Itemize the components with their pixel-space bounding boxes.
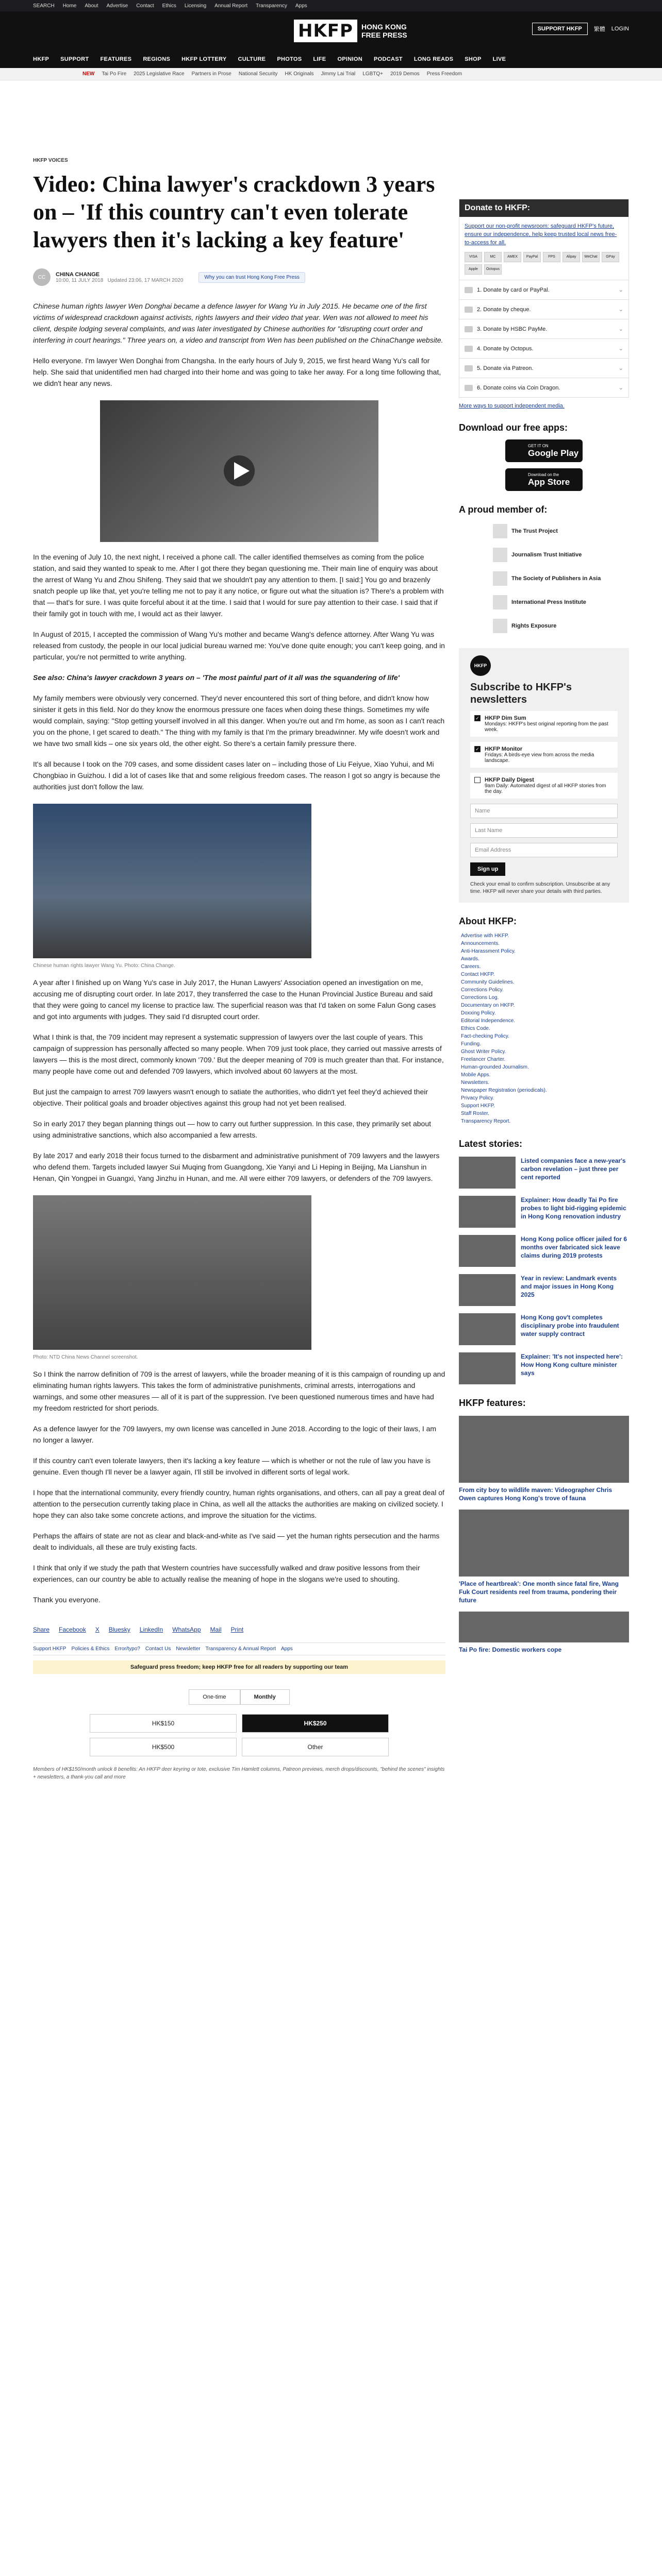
nav-culture[interactable]: CULTURE [238,56,266,62]
newsletter-widget [459,648,629,903]
donate-heading: Donate to HKFP: [459,199,628,217]
newsletter-heading: Subscribe to HKFP's newsletters [470,682,572,705]
paragraph: I hope that the international community, every friendly country, human rights organisations, and others, can all pay a great deal of attention to the persecution currently taking place in China, as well all the attacks the authorities are making on civilized society. I hope they can also take some concrete actions, and improve the situation for the victims. [33,1488,444,1519]
apps-heading: Download our free apps: [459,422,568,433]
sopa-logo [493,571,507,586]
photo-wang-yu [33,804,311,969]
byline [33,268,445,286]
donate-option-patreon[interactable]: 5. Donate via Patreon. ⌄ [459,358,628,378]
about-link[interactable]: Announcements. [461,941,500,946]
footer-link[interactable]: Newsletter [176,1646,201,1652]
nav-lottery[interactable]: HKFP LOTTERY [181,56,227,62]
topbar-contact[interactable]: Contact [136,3,154,9]
checkbox-unchecked[interactable] [474,777,481,783]
masthead [0,11,662,68]
ticker-item[interactable]: Press Freedom [426,71,462,77]
about-link[interactable]: Corrections Log. [461,995,499,1001]
octopus-icon: Octopus [484,264,502,275]
chevron-down-icon: ⌄ [618,287,623,293]
paragraph: Hello everyone. I'm lawyer Wen Donghai from Changsha. In the early hours of July 9, 2015, we first heard Wang Yu's call for help. She said that unidentified men had charged into their home and was going to take her away. For a long time following that, we didn't hear any news. [33,357,441,387]
paragraph: So I think the narrow definition of 709 is the arrest of lawyers, while the broader meaning of it is this campaign of rounding up and eliminating human rights lawyers. This takes the form of administrative punishments, criminal arrests, interrogations and warnings, and some other measures — all of it is part of the suppression. I've been questioned numerous times and have had my freedom restricted for short periods. [33,1370,445,1412]
paypal-icon: PayPal [523,252,541,262]
paragraph: A year after I finished up on Wang Yu's case in July 2017, the Hunan Lawyers' Association opened an investigation on me, accusing me of disrupting court order. In late 2017, they transferred the case to the Hunan Provincial Justice Bureau and said that they were going to cancel my license to practice law. The superficial reason was that I'd taken on some Falun Gong cases and got into arguments with judges. They said I'd disrupted court order. [33,978,436,1021]
frequency-one-time[interactable]: One-time [189,1689,240,1705]
article-kicker[interactable]: HKFP VOICES [33,158,68,163]
nav-hkfp[interactable]: HKFP [33,56,49,62]
share-print[interactable]: Print [230,1626,244,1633]
topbar-ethics[interactable]: Ethics [162,3,176,9]
article-footer-links [33,1642,445,1655]
donate-widget [459,199,629,398]
donation-frequency [33,1689,445,1705]
story-thumbnail [459,1352,516,1384]
video-thumbnail[interactable] [100,400,378,542]
footer-link[interactable]: Error/typo? [114,1646,140,1652]
nav-long-reads[interactable]: LONG READS [413,56,454,62]
paragraph: But just the campaign to arrest 709 lawyers wasn't enough to satiate the authorities, who didn't yet feel they'd achieved their objective. Their political goals and broader objectives against this group had not yet been realised. [33,1088,428,1107]
about-link[interactable]: Transparency Report. [461,1118,511,1124]
share-mail[interactable]: Mail [210,1626,222,1633]
support-hkfp-button[interactable]: SUPPORT HKFP [532,23,588,35]
paragraph: So in early 2017 they began planning things out — how to carry out further suppression. In this case, they primarily set about using administrative sanctions, which also accompanied a few arrests. [33,1120,431,1139]
coin-icon [465,385,473,391]
latest-heading: Latest stories: [459,1139,523,1149]
nav-opinion[interactable]: OPINION [337,56,362,62]
apple-pay-icon: Apple [465,264,482,275]
share-whatsapp[interactable]: WhatsApp [172,1626,201,1633]
footer-link[interactable]: Policies & Ethics [71,1646,110,1652]
partner-jti[interactable]: Journalism Trust Initiative [493,547,629,563]
payment-methods [465,252,623,275]
topbar-licensing[interactable]: Licensing [184,3,207,9]
partner-ipi[interactable]: International Press Institute [493,595,629,610]
article-column [33,80,445,1781]
share-bluesky[interactable]: Bluesky [108,1626,130,1633]
chevron-down-icon: ⌄ [618,346,623,352]
feature-thumbnail [459,1612,629,1642]
members-benefits: Members of HK$150/month unlock 8 benefits: An HKFP deer keyring or tote, exclusive Tim Hamlett columns, Patreon previews, merch drops/discounts, "behind the scenes" insights + newsletters, a thank-you call and more [33,1767,445,1780]
paragraph: Perhaps the affairs of state are not as clear and black-and-white as I've said — yet the human rights persecution and the harms dealt to individuals, all these are truly existing facts. [33,1532,440,1551]
see-also-link[interactable]: See also: China's lawyer crackdown 3 years on – 'The most painful part of it all was the squandering of life' [33,673,400,682]
nav-life[interactable]: LIFE [313,56,326,62]
trust-badge[interactable]: Why you can trust Hong Kong Free Press [198,272,305,283]
sidebar [459,80,629,1654]
feature-stories [459,1416,629,1654]
donate-text-link[interactable]: Support our non-profit newsroom: safeguard HKFP's future, ensure our independence, help keep trusted local news free-to-access for all. [465,223,617,246]
about-link[interactable]: Ethics Code. [461,1026,490,1031]
about-link[interactable]: Editorial Independence. [461,1018,516,1024]
amex-icon: AMEX [504,252,521,262]
cheque-icon [465,307,473,313]
footer-link[interactable]: Contact Us [145,1646,171,1652]
feature-thumbnail [459,1510,629,1577]
latest-stories [459,1157,629,1384]
about-link[interactable]: Advertise with HKFP. [461,933,509,939]
hkfp-logo: HKFP [470,655,491,676]
ticker-item[interactable]: Partners in Prose [191,71,231,77]
chevron-down-icon: ⌄ [618,307,623,313]
paragraph: What I think is that, the 709 incident may represent a systematic suppression of lawyers over the last couple of years. This campaign of suppression has personally affected so many people. When 709 just took place, they carried out massive arrests of lawyers — this is the most direct, commonly known '709.' But the deeper meaning of 709 is much greater than that. For instance, many people have come out and defended 709 lawyers, which involved about 60 lawyers at the most. [33,1033,444,1075]
article-lede: Chinese human rights lawyer Wen Donghai became a defence lawyer for Wang Yu in July 2015. He became one of the first victims of widespread crackdown against activists, rights lawyers and their video that year. Wen was not allowed to meet his client, despite lodging several complaints, and was later investigated by Chinese authorities for "disrupting court order and interfering in court hearings." Three years on, a video and transcript from Wen has been published on the ChinaChange website. [33,302,443,344]
about-link[interactable]: Doxxing Policy. [461,1010,496,1016]
nav-podcast[interactable]: PODCAST [374,56,403,62]
feature-thumbnail [459,1416,629,1483]
visa-icon: VISA [465,252,482,262]
jti-logo [493,548,507,562]
paragraph: In the evening of July 10, the next night, I received a phone call. The caller identified themselves as coming from the police station, and said they wanted to speak to me. After I got there they began questioning me. Their main line of enquiry was about the arrest of Wang Yu and Zhou Shifeng. They said that we shouldn't pay any attention to them. [I said:] You go and brazenly snatch people up like that, yet you're telling me not to pay it any notice, or figure out what the situation is? There's a problem with that — that's for sure. I was quite forceful about it at the time. I said that I would for sure pay attention to their case. I said that if their family got in touch with me, I would act as their lawyer. [33,553,444,618]
feature-item[interactable]: Tai Po fire: Domestic workers cope [459,1612,629,1654]
about-link[interactable]: Freelancer Charter. [461,1057,506,1062]
about-link[interactable]: Anti-Harassment Policy. [461,948,516,954]
app-store-badge[interactable]: Download on the App Store [505,468,583,491]
about-link[interactable]: Careers. [461,964,481,970]
share-bar [33,1626,445,1633]
story-thumbnail [459,1196,516,1228]
photo-caption: Chinese human rights lawyer Wang Yu. Photo: China Change. [33,963,175,969]
footer-link[interactable]: Support HKFP [33,1646,67,1652]
share-facebook[interactable]: Facebook [59,1626,86,1633]
language-toggle[interactable]: 繁體 [593,26,605,32]
donate-banner[interactable]: Safeguard press freedom; keep HKFP free for all readers by supporting our team [33,1660,445,1674]
paragraph: It's all because I took on the 709 cases, and some dissident cases later on – including those of Liu Feiyue, Xiao Yuhui, and Mi Chongbiao in Guizhou. I did a lot of cases like that and some religious freedom cases. The reason I got so angry is because the authorities just don't follow the law. [33,760,440,791]
login-link[interactable]: LOGIN [611,26,629,32]
nav-features[interactable]: FEATURES [100,56,132,62]
amount-option[interactable]: HK$150 [90,1714,237,1733]
topbar-advertise[interactable]: Advertise [106,3,128,9]
about-link[interactable]: Contact HKFP. [461,972,495,977]
features-heading: HKFP features: [459,1398,526,1408]
about-heading: About HKFP: [459,916,517,926]
checkbox-checked[interactable]: ✓ [474,746,481,752]
share-linkedin[interactable]: LinkedIn [139,1626,163,1633]
nav-photos[interactable]: PHOTOS [277,56,302,62]
wechat-icon: WeChat [582,252,600,262]
share-x[interactable]: X [95,1626,100,1633]
topic-ticker [0,68,662,80]
fps-icon: FPS [543,252,560,262]
about-link[interactable]: Privacy Policy. [461,1095,494,1101]
payme-icon [465,326,473,332]
about-link[interactable]: Support HKFP. [461,1103,495,1109]
partner-trust-project[interactable]: The Trust Project [493,523,629,539]
about-link[interactable]: Staff Roster. [461,1111,489,1116]
paragraph: As a defence lawyer for the 709 lawyers, my own license was cancelled in June 2018. According to the logic of their laws, I am no longer a lawyer. [33,1425,437,1444]
about-link[interactable]: Community Guidelines. [461,979,515,985]
about-link[interactable]: Newspaper Registration (periodicals). [461,1088,547,1093]
story-item[interactable]: Listed companies face a new-year's carbon revelation – just three per cent reported [459,1157,629,1189]
updated-date: Updated 23:06, 17 MARCH 2020 [107,277,184,283]
patreon-icon [465,365,473,371]
feature-item[interactable]: 'Place of heartbreak': One month since fatal fire, Wang Fuk Court residents reel from trauma, pondering their future [459,1510,629,1604]
topbar-transparency[interactable]: Transparency [256,3,287,9]
story-item[interactable]: Explainer: 'It's not inspected here': How Hong Kong culture minister says [459,1352,629,1384]
story-item[interactable]: Hong Kong police officer jailed for 6 months over fabricated sick leave claims during 2019 protests [459,1235,629,1267]
story-item[interactable]: Explainer: How deadly Tai Po fire probes to light bid-rigging epidemic in Hong Kong renovation industry [459,1196,629,1228]
paragraph: In August of 2015, I accepted the commission of Wang Yu's mother and became Wang's defence attorney. After Wang Yu was released from custody, the people in our local judicial bureau warned me: You've done quite enough; you can't keep going, and in particular, you're not permitted to write anything. [33,630,445,661]
photo-caption: Photo: NTD China News Channel screenshot. [33,1354,138,1360]
top-utility-bar [0,0,662,11]
author-name[interactable]: CHINA CHANGE [56,271,100,278]
amount-option[interactable]: HK$500 [90,1738,237,1756]
story-thumbnail [459,1157,516,1189]
donation-amounts [90,1714,389,1756]
about-link[interactable]: Awards. [461,956,479,962]
about-link[interactable]: Funding. [461,1041,481,1047]
card-icon [465,287,473,293]
newsletter-note: Check your email to confirm subscription. Unsubscribe at any time. HKFP will never share your details with third parties. [470,882,610,894]
member-heading: A proud member of: [459,504,548,515]
alipay-icon: Alipay [562,252,580,262]
paragraph: Thank you everyone. [33,1596,101,1604]
publish-date: 10:00, 11 JULY 2018 [56,277,104,283]
chevron-down-icon: ⌄ [618,385,623,391]
story-thumbnail [459,1274,516,1306]
ticker-item[interactable]: National Security [238,71,278,77]
share-label[interactable]: Share [33,1626,50,1633]
topbar-home[interactable]: Home [62,3,77,9]
signup-button[interactable]: Sign up [470,862,505,876]
paragraph: If this country can't even tolerate lawyers, then it's lacking a key feature — which is whether or not the rule of law you have is genuine. Even though I'll never be a lawyer again, I'll still be involved in different sorts of legal work. [33,1456,431,1476]
gpay-icon: GPay [602,252,619,262]
story-thumbnail [459,1235,516,1267]
topbar-about[interactable]: About [85,3,98,9]
octopus-icon [465,346,473,352]
topbar-search[interactable]: SEARCH [33,3,55,9]
newsletter-option[interactable]: ✓ HKFP Monitor Fridays: A birds-eye view from across the media landscape. [470,742,618,768]
chevron-down-icon: ⌄ [618,365,623,371]
nav-shop[interactable]: SHOP [465,56,482,62]
about-link[interactable]: Corrections Policy. [461,987,504,993]
frequency-monthly[interactable]: Monthly [240,1689,290,1705]
ticker-item[interactable]: HK Originals [285,71,314,77]
checkbox-checked[interactable]: ✓ [474,715,481,721]
partner-sopa[interactable]: The Society of Publishers in Asia [493,571,629,586]
amount-option[interactable]: Other [242,1738,389,1756]
nav-support[interactable]: SUPPORT [60,56,89,62]
story-item[interactable]: Hong Kong gov't completes disciplinary probe into fraudulent water supply contract [459,1313,629,1345]
topbar-apps[interactable]: Apps [295,3,307,9]
last-name-field[interactable]: Last Name [470,823,618,838]
topbar-annual-report[interactable]: Annual Report [214,3,248,9]
amount-option[interactable]: HK$250 [242,1714,389,1733]
donate-option-payme[interactable]: 3. Donate by HSBC PayMe. ⌄ [459,319,628,338]
about-links [459,932,629,1125]
paragraph: By late 2017 and early 2018 their focus turned to the disbarment and administrative punishment of 709 lawyers and the lawyers who defend them. Targets included lawyer Sui Muqing from Guangdong, Xie Yanyi and Li Heping in Beijing, Ma Lianshun in Henan, Qin Yongpei in Guangxi, Yang Jinzhu in Hunan, and me. All were either 709 lawyers, or defenders of the 709 lawyers. [33,1151,440,1182]
ticker-item[interactable]: LGBTQ+ [362,71,383,77]
chevron-down-icon: ⌄ [618,326,623,332]
donate-option-cheque[interactable]: 2. Donate by cheque. ⌄ [459,299,628,319]
about-link[interactable]: Newsletters. [461,1080,490,1086]
author-avatar: CC [33,268,51,286]
more-ways-link[interactable]: More ways to support independent media. [459,403,565,409]
nav-live[interactable]: LIVE [492,56,506,62]
google-play-badge[interactable]: GET IT ON Google Play [505,439,583,462]
article-title: Video: China lawyer's crackdown 3 years on – 'If this country can't even tolerate lawyers then it's lacking a key feature' [33,172,435,252]
footer-link[interactable]: Apps [280,1646,293,1652]
rights-exposure-logo [493,619,507,633]
paragraph: I think that only if we study the path that Western countries have successfully walked and draw positive lessons from their experiences, can our country be able to actually realise the meaning of hope in the slogans we're used to shouting. [33,1564,420,1583]
trust-project-logo [493,524,507,538]
ticker-item[interactable]: 2025 Legislative Race [134,71,185,77]
ticker-item[interactable]: 2019 Demos [390,71,420,77]
ticker-item[interactable]: Jimmy Lai Trial [321,71,356,77]
nav-regions[interactable]: REGIONS [143,56,171,62]
mastercard-icon: MC [484,252,502,262]
ticker-item[interactable]: Tai Po Fire [102,71,127,77]
photo-ntd-screenshot [33,1195,311,1360]
story-item[interactable]: Year in review: Landmark events and major issues in Hong Kong 2025 [459,1274,629,1306]
ticker-new-badge: NEW [82,71,95,77]
site-logo[interactable]: HKFP HONG KONG FREE PRESS [294,20,407,42]
email-field[interactable]: Email Address [470,843,618,857]
about-link[interactable]: Ghost Writer Policy. [461,1049,506,1055]
first-name-field[interactable]: Name [470,804,618,818]
story-thumbnail [459,1313,516,1345]
donate-option-octopus[interactable]: 4. Donate by Octopus. ⌄ [459,338,628,358]
donate-option-coins[interactable]: 6. Donate coins via Coin Dragon. ⌄ [459,378,628,397]
play-icon [100,400,378,542]
main-nav [0,50,662,68]
partner-rights-exposure[interactable]: Rights Exposure [493,618,629,634]
feature-item[interactable]: From city boy to wildlife maven: Videographer Chris Owen captures Hong Kong's trove of fauna [459,1416,629,1502]
about-link[interactable]: Mobile Apps. [461,1072,491,1078]
newsletter-option[interactable]: HKFP Daily Digest 9am Daily: Automated digest of all HKFP stories from the day. [470,773,618,799]
ipi-logo [493,595,507,609]
about-link[interactable]: Fact-checking Policy. [461,1033,509,1039]
newsletter-option[interactable]: ✓ HKFP Dim Sum Mondays: HKFP's best original reporting from the past week. [470,711,618,737]
footer-link[interactable]: Transparency & Annual Report [205,1646,276,1652]
donate-option-card[interactable]: 1. Donate by card or PayPal. ⌄ [459,280,628,299]
about-link[interactable]: Human-grounded Journalism. [461,1064,529,1070]
about-link[interactable]: Documentary on HKFP. [461,1003,515,1008]
paragraph: My family members were obviously very concerned. They'd never encountered this sort of thing before, and didn't know how sinister it gets in this field. Nor do they know the enormous pressure one faces when doing these things. Sometimes my wife would complain, saying: "Stop getting yourself involved in all this danger. When you're out and I'm home, as soon as I can't reach you on the phone, I get scared to death." The thing with my family is that I'm the primary breadwinner. My wife doesn't work and we have two small kids – one six years old, the other eight. So there's a certain family pressure there. [33,694,445,748]
